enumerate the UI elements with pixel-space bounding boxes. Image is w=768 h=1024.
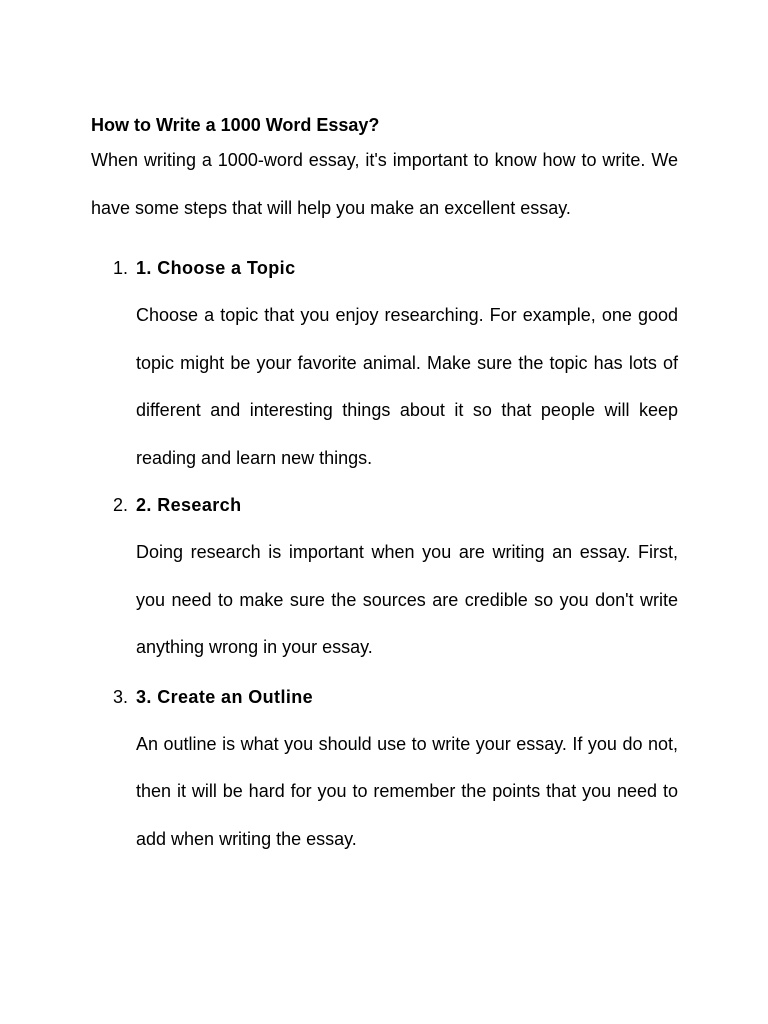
step-item-create-outline [91,684,678,864]
step-item-choose-topic [91,255,678,482]
step-body: Doing research is important when you are writing an essay. First, you need to make sure the sources are credible so you don't write anything wrong in your essay. [136,542,678,657]
step-heading: 3. Create an Outline [136,686,314,707]
document-page [91,112,678,863]
step-body: An outline is what you should use to write your essay. If you do not, then it will be hard for you to remember the points that you need to add when writing the essay. [136,733,678,849]
intro-paragraph: When writing a 1000-word essay, it's important to know how to write. We have some steps that will help you make an excellent essay. [91,150,678,218]
steps-list [91,255,678,863]
step-number: 2. [113,495,129,515]
step-heading: 1. Choose a Topic [136,258,296,278]
step-body: Choose a topic that you enjoy researching. For example, one good topic might be your favorite animal. Make sure the topic has lots of different and interesting things about it so that people will keep reading and learn new things. [136,305,678,468]
step-number: 3. [113,686,129,707]
document-title: How to Write a 1000 Word Essay? [91,115,380,135]
step-heading: 2. Research [136,495,242,515]
step-item-research [91,492,678,672]
step-number: 1. [113,258,129,278]
